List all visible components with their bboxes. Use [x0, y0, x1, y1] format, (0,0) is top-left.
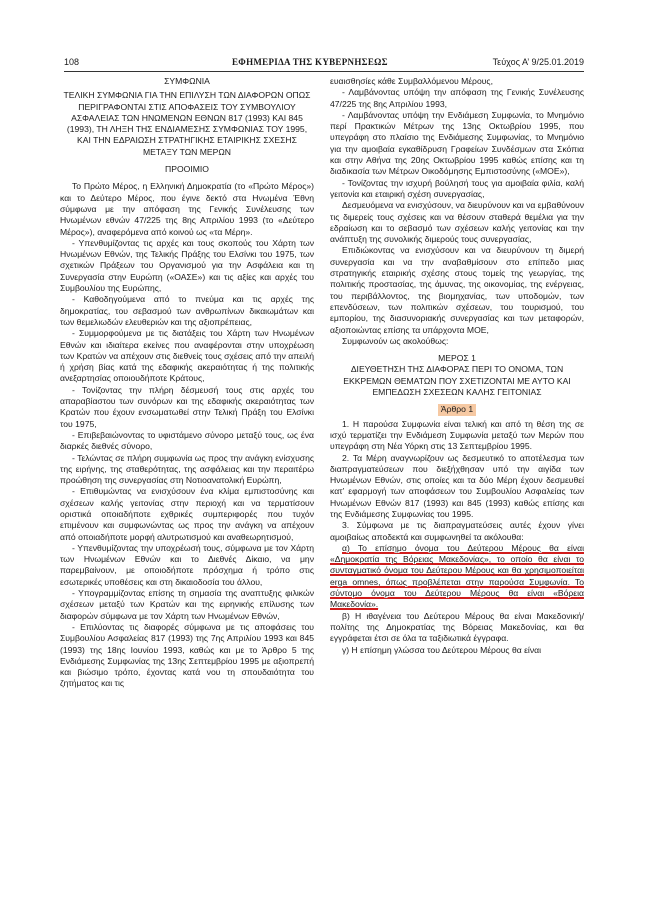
paragraph: - Επιβεβαιώνοντας το υφιστάμενο σύνορο μεταξύ τους, ως ένα διαρκές διεθνές σύνορο,: [60, 429, 314, 452]
paragraph: ευαισθησίες κάθε Συμβαλλόμενου Μέρους,: [330, 76, 493, 86]
article-paragraph: β) Η ιθαγένεια του Δεύτερου Μέρους θα είναι Μακεδονική/πολίτης της Δημοκρατίας της Βόρειας Μακεδονίας, και θα εγγράφεται έτσι σε όλα τα ταξιδιωτικά έγγραφα.: [330, 610, 584, 644]
paragraph: Συμφωνούν ως ακολούθως:: [342, 335, 449, 346]
paragraph: - Υπενθυμίζοντας την υποχρέωσή τους, σύμφωνα με τον Χάρτη των Ηνωμένων Εθνών και το Διεθνές Δίκαιο, να μην παρεμβαίνουν, με οποιοδήποτε πρόσχημα ή τρόπο στις εσωτερικές υποθέσεις και στη δικαιοδοσία του άλλου,: [60, 542, 314, 587]
article-paragraph: 3. Σύμφωνα με τις διαπραγματεύσεις αυτές έχουν γίνει αμοιβαίως αποδεκτά και συμφωνηθεί τα ακόλουθα:: [330, 520, 584, 542]
paragraph: Επιδιώκοντας να ενισχύσουν και να διευρύνουν τη διμερή συνεργασία και να την αναβαθμίσουν στο επίπεδο μιας στρατηγικής εταιρικής σχέσης στους τομείς της γεωργίας, της πολιτικής προστασίας, της άμυνας, της οικονομίας, της ενέργειας, του περιβάλλοντος, της βιομηχανίας, των υποδομών, των επενδύσεων, των πολιτικών σχέσεων, του τουρισμού, του εμπορίου, της διασυνοριακής συνεργασίας και των μεταφορών, αξιοποιώντας επίσης τα υπάρχοντα ΜΟΕ,: [330, 245, 584, 335]
paragraph: - Τελώντας σε πλήρη συμφωνία ως προς την ανάγκη ενίσχυσης της ειρήνης, της σταθερότητας, της ασφάλειας και την περαιτέρω προώθηση της συνεργασίας στη Νοτιοανατολική Ευρώπη,: [60, 452, 314, 486]
underlined-text: α) Το επίσημο όνομα του Δεύτερου Μέρους θα είναι «Δημοκρατία της Βόρειας Μακεδονίας», το οποίο θα είναι το συνταγματικό όνομα του Δεύτερου Μέρους και θα χρησιμοποιείται erga omnes, όπως προβλέπεται στην παρούσα Συμφωνία. Το σύντομο όνομα του Δεύτερου Μέρους θα είναι «Βόρεια Μακεδονία».: [330, 542, 584, 610]
paragraph: - Επιθυμώντας να ενισχύσουν ένα κλίμα εμπιστοσύνης και σχέσεων καλής γειτονίας στην περιοχή και να τερματίσουν οριστικά οποιαδήποτε εχθρικές συμπεριφορές που τυχόν επιμένουν και συμφωνώντας ως προς την ανάγκη να απέχουν από οποιαδήποτε μορφή αλυτρωτισμού και αναθεωρητισμού,: [60, 486, 314, 542]
agreement-label: ΣΥΜΦΩΝΙΑ: [164, 76, 210, 86]
page-header: [64, 57, 584, 71]
paragraph: - Καθοδηγούμενα από το πνεύμα και τις αρχές της δημοκρατίας, του σεβασμού των ανθρωπίνων δικαιωμάτων και των θεμελιωδών ελευθεριών και της αξιοπρέπειας,: [60, 294, 314, 327]
article-heading: Άρθρο 1: [438, 404, 476, 415]
header-rule: [64, 71, 584, 72]
part-title: ΔΙΕΥΘΕΤΗΣΗ ΤΗΣ ΔΙΑΦΟΡΑΣ ΠΕΡΙ ΤΟ ΟΝΟΜΑ, ΤΩΝ ΕΚΚΡΕΜΩΝ ΘΕΜΑΤΩΝ ΠΟΥ ΣΧΕΤΙΖΟΝΤΑΙ ΜΕ ΑΥΤΟ ΚΑΙ ΕΜΠΕΔΩΣΗ ΣΧΕΣΕΩΝ ΚΑΛΗΣ ΓΕΙΤΟΝΙΑΣ: [343, 364, 571, 398]
left-column: [60, 76, 314, 690]
issue-label: Τεύχος Α’ 9/25.01.2019: [492, 57, 584, 67]
page-number: 108: [64, 57, 80, 67]
right-column: [330, 76, 584, 656]
article-paragraph: 2. Τα Μέρη αναγνωρίζουν ως δεσμευτικό το αποτέλεσμα των διαπραγματεύσεων που διεξήχθησαν υπό την αιγίδα των Ηνωμένων Εθνών, στις οποίες και τα δύο Μέρη έχουν δεσμευθεί κατ’ εφαρμογή των αποφάσεων του Συμβουλίου Ασφαλείας των Ηνωμένων Εθνών 817 (1993) και 845 (1993) καθώς επίσης και της Ενδιάμεσης Συμφωνίας του 1995.: [330, 452, 584, 519]
article-heading-wrap: [330, 404, 584, 415]
paragraph: - Συμμορφούμενα με τις διατάξεις του Χάρτη των Ηνωμένων Εθνών και ιδιαίτερα εκείνες που αναφέρονται στην υποχρέωση των Κρατών να απέχουν στις διεθνείς τους σχέσεις από την απειλή ή χρήση βίας κατά της εδαφικής ακεραιότητας ή της πολιτικής ανεξαρτησίας οποιουδήποτε Κράτους,: [60, 328, 314, 384]
journal-title: ΕΦΗΜΕΡΙΔΑ ΤΗΣ ΚΥΒΕΡΝΗΣΕΩΣ: [232, 57, 388, 67]
paragraph: - Υπενθυμίζοντας τις αρχές και τους σκοπούς του Χάρτη των Ηνωμένων Εθνών, της Τελικής Πράξης του Ελσίνκι του 1975, των σχετικών Πράξεων του Οργανισμού για την Ασφάλεια και τη Συνεργασία στην Ευρώπη («ΟΑΣΕ») και τις αξίες και αρχές του Συμβουλίου της Ευρώπης,: [60, 237, 314, 294]
preamble-heading: ΠΡΟΟΙΜΙΟ: [165, 164, 209, 175]
paragraph: - Τονίζοντας την πλήρη δέσμευσή τους στις αρχές του απαραβίαστου των συνόρων και της εδαφικής ακεραιότητας των Κρατών που έχουν ενσωματωθεί στην Τελική Πράξη του Ελσίνκι του 1975,: [60, 384, 314, 429]
highlighted-paragraph: [330, 543, 584, 611]
paragraph: - Επιλύοντας τις διαφορές σύμφωνα με τις αποφάσεις του Συμβουλίου Ασφαλείας 817 (1993) της 7ης Απριλίου 1993 και 845 (1993) της 18ης Ιουνίου 1993, καθώς και με το Άρθρο 5 της Ενδιάμεσης Συμφωνίας της 13ης Σεπτεμβρίου 1995 με αξιοπρεπή και βιώσιμο τρόπο, έχοντας κατά νου τη σπουδαιότητα του ζητήματος και τις: [60, 621, 314, 689]
paragraph: - Λαμβάνοντας υπόψη την Ενδιάμεση Συμφωνία, το Μνημόνιο περί Πρακτικών Μέτρων της 13ης Οκτωβρίου 1995, που υπεγράφη στο πλαίσιο της Ενδιάμεσης Συμφωνίας, το Μνημόνιο για την αμοιβαία εγκαθίδρυση Γραφείων Συνδέσμων στα Σκόπια και στην Αθήνα της 20ης Οκτωβρίου 1995 καθώς επίσης και τη διαδικασία των Μέτρων Οικοδόμησης Εμπιστοσύνης («ΜΟΕ»),: [330, 109, 584, 177]
paragraph: - Υπογραμμίζοντας επίσης τη σημασία της αναπτυξης φιλικών σχέσεων μεταξύ των Κρατών και της ειρηνικής επίλυσης των διαφορών σύμφωνα με τον Χάρτη των Ηνωμένων Εθνών,: [60, 588, 314, 621]
article-paragraph: 1. Η παρούσα Συμφωνία είναι τελική και από τη θέση της σε ισχύ τερματίζει την Ενδιάμεση Συμφωνία μεταξύ των Μερών που υπεγράφη στη Νέα Υόρκη στις 13 Σεπτεμβρίου 1995.: [330, 418, 584, 452]
paragraph: Δεσμευόμενα να ενισχύσουν, να διευρύνουν και να εμβαθύνουν τις διμερείς τους σχέσεις και να θέσουν σταθερά θεμέλια για την εδραίωση και το σεβασμό των σχέσεων καλής γειτονίας και την ανάπτυξη της συνολικής διμερούς τους συνεργασίας,: [330, 200, 584, 245]
paragraph: Το Πρώτο Μέρος, η Ελληνική Δημοκρατία (το «Πρώτο Μέρος») και το Δεύτερο Μέρος, που έγινε δεκτό στα Ηνωμένα Έθνη σύμφωνα με την απόφαση της Γενικής Συνέλευσης των Ηνωμένων εθνών 47/225 της 8ης Απριλίου 1993 (το «Δεύτερο Μέρος»), αναφερόμενα από κοινού ως «τα Μέρη».: [60, 181, 314, 237]
agreement-title: ΤΕΛΙΚΗ ΣΥΜΦΩΝΙΑ ΓΙΑ ΤΗΝ ΕΠΙΛΥΣΗ ΤΩΝ ΔΙΑΦΟΡΩΝ ΟΠΩΣ ΠΕΡΙΓΡΑΦΟΝΤΑΙ ΣΤΙΣ ΑΠΟΦΑΣΕΙΣ ΤΟΥ ΣΥΜΒΟΥΛΙΟΥ ΑΣΦΑΛΕΙΑΣ ΤΩΝ ΗΝΩΜΕΝΩΝ ΕΘΝΩΝ 817 (1993) ΚΑΙ 845 (1993), ΤΗ ΛΗΞΗ ΤΗΣ ΕΝΔΙΑΜΕΣΗΣ ΣΥΜΦΩΝΙΑΣ ΤΟΥ 1995, ΚΑΙ ΤΗΝ ΕΔΡΑΙΩΣΗ ΣΤΡΑΤΗΓΙΚΗΣ ΕΤΑΙΡΙΚΗΣ ΣΧΕΣΗΣ ΜΕΤΑΞΥ ΤΩΝ ΜΕΡΩΝ: [63, 90, 311, 157]
paragraph: - Λαμβάνοντας υπόψη την απόφαση της Γενικής Συνέλευσης 47/225 της 8ης Απριλίου 1993,: [330, 87, 584, 109]
article-paragraph: γ) Η επίσημη γλώσσα του Δεύτερου Μέρους θα είναι: [342, 644, 542, 655]
part-heading: ΜΕΡΟΣ 1: [438, 353, 476, 364]
paragraph: - Τονίζοντας την ισχυρή βούλησή τους για αμοιβαία φιλία, καλή γειτονία και εταιρική σχέση συνεργασίας,: [330, 177, 584, 199]
